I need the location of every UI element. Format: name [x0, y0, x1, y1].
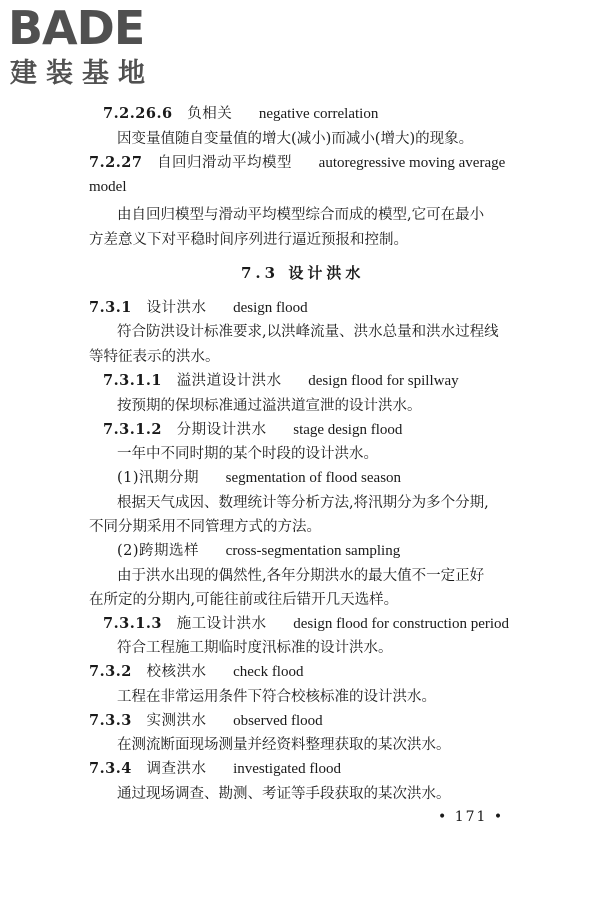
definition-line: 由于洪水出现的偶然性,各年分期洪水的最大值不一定正好 — [117, 568, 485, 584]
entry-term-en: observed flood — [233, 713, 323, 729]
entry-term-zh: 施工设计洪水 — [176, 616, 267, 632]
entry-number: 7.3.4 — [89, 760, 132, 777]
entry-term-en: check flood — [233, 664, 304, 680]
entry-7-3-1-3 — [103, 614, 509, 634]
sub-entry-term-en: segmentation of flood season — [225, 470, 402, 486]
entry-term-en: negative correlation — [258, 106, 379, 122]
entry-term-en: design flood for construction period — [293, 616, 510, 632]
entry-term-zh: 设计洪水 — [146, 300, 207, 316]
entry-7-3-2 — [89, 662, 303, 682]
entry-7-2-26-6 — [103, 104, 378, 124]
definition-line: 符合防洪设计标准要求,以洪峰流量、洪水总量和洪水过程线 — [117, 324, 499, 340]
entry-number: 7.2.27 — [89, 154, 143, 171]
definition-line: 在测流断面现场测量并经资料整理获取的某次洪水。 — [117, 737, 451, 753]
logo-wordmark: BADE — [8, 1, 145, 55]
page-number: • 171 • — [438, 809, 505, 825]
entry-number: 7.3.1.3 — [103, 615, 163, 632]
entry-7-2-27 — [89, 153, 505, 173]
definition-line: 符合工程施工期临时度汛标准的设计洪水。 — [117, 640, 393, 656]
entry-number: 7.2.26.6 — [103, 105, 173, 122]
entry-term-zh: 调查洪水 — [146, 761, 207, 777]
entry-term-en: design flood — [233, 300, 308, 316]
definition-line: 通过现场调查、勘测、考证等手段获取的某次洪水。 — [117, 786, 451, 802]
bade-logo — [8, 1, 178, 94]
definition-line: 因变量值随自变量值的增大(减小)而减小(增大)的现象。 — [117, 131, 474, 147]
definition-line: 方差意义下对平稳时间序列进行逼近预报和控制。 — [89, 232, 408, 248]
entry-term-zh: 自回归滑动平均模型 — [157, 155, 293, 171]
entry-number: 7.3.2 — [89, 663, 132, 680]
sub-entry-term-en: cross-segmentation sampling — [225, 543, 401, 559]
entry-term-en: investigated flood — [233, 761, 341, 777]
section-heading: 7.3 设计洪水 — [241, 264, 365, 282]
entry-7-3-3 — [89, 711, 323, 731]
entry-term-en: design flood for spillway — [308, 373, 459, 389]
entry-term-zh: 溢洪道设计洪水 — [176, 373, 282, 389]
entry-term-en-continued: model — [89, 179, 127, 195]
entry-number: 7.3.1.1 — [103, 372, 163, 389]
entry-term-zh: 分期设计洪水 — [176, 422, 267, 438]
entry-number: 7.3.3 — [89, 712, 132, 729]
definition-line: 由自回归模型与滑动平均模型综合而成的模型,它可在最小 — [117, 207, 485, 223]
entry-term-zh: 校核洪水 — [146, 664, 207, 680]
definition-line: 根据天气成因、数理统计等分析方法,将汛期分为多个分期, — [117, 495, 489, 511]
entry-term-en: stage design flood — [293, 422, 403, 438]
entry-7-3-1-1 — [103, 371, 459, 391]
entry-term-en: autoregressive moving average — [318, 155, 506, 171]
entry-7-3-1-2 — [103, 420, 402, 440]
entry-term-zh: 实测洪水 — [146, 713, 207, 729]
definition-line: 工程在非常运用条件下符合校核标准的设计洪水。 — [117, 689, 436, 705]
sub-entry-flood-season — [117, 468, 401, 488]
entry-number: 7.3.1 — [89, 299, 132, 316]
definition-line: 按预期的保坝标准通过溢洪道宣泄的设计洪水。 — [117, 398, 422, 414]
definition-line: 等特征表示的洪水。 — [89, 349, 220, 365]
entry-7-3-4 — [89, 759, 341, 779]
sub-entry-cross-segmentation — [117, 541, 400, 561]
entry-number: 7.3.1.2 — [103, 421, 163, 438]
definition-line: 一年中不同时期的某个时段的设计洪水。 — [117, 446, 378, 462]
logo-subtitle: 建装基地 — [10, 58, 154, 89]
entry-7-3-1 — [89, 298, 308, 318]
definition-line: 不同分期采用不同管理方式的方法。 — [89, 519, 321, 535]
definition-line: 在所定的分期内,可能往前或往后错开几天选样。 — [89, 592, 399, 608]
entry-term-zh: 负相关 — [187, 106, 233, 122]
sub-entry-term-zh: (2)跨期选样 — [117, 543, 200, 559]
sub-entry-term-zh: (1)汛期分期 — [117, 470, 200, 486]
